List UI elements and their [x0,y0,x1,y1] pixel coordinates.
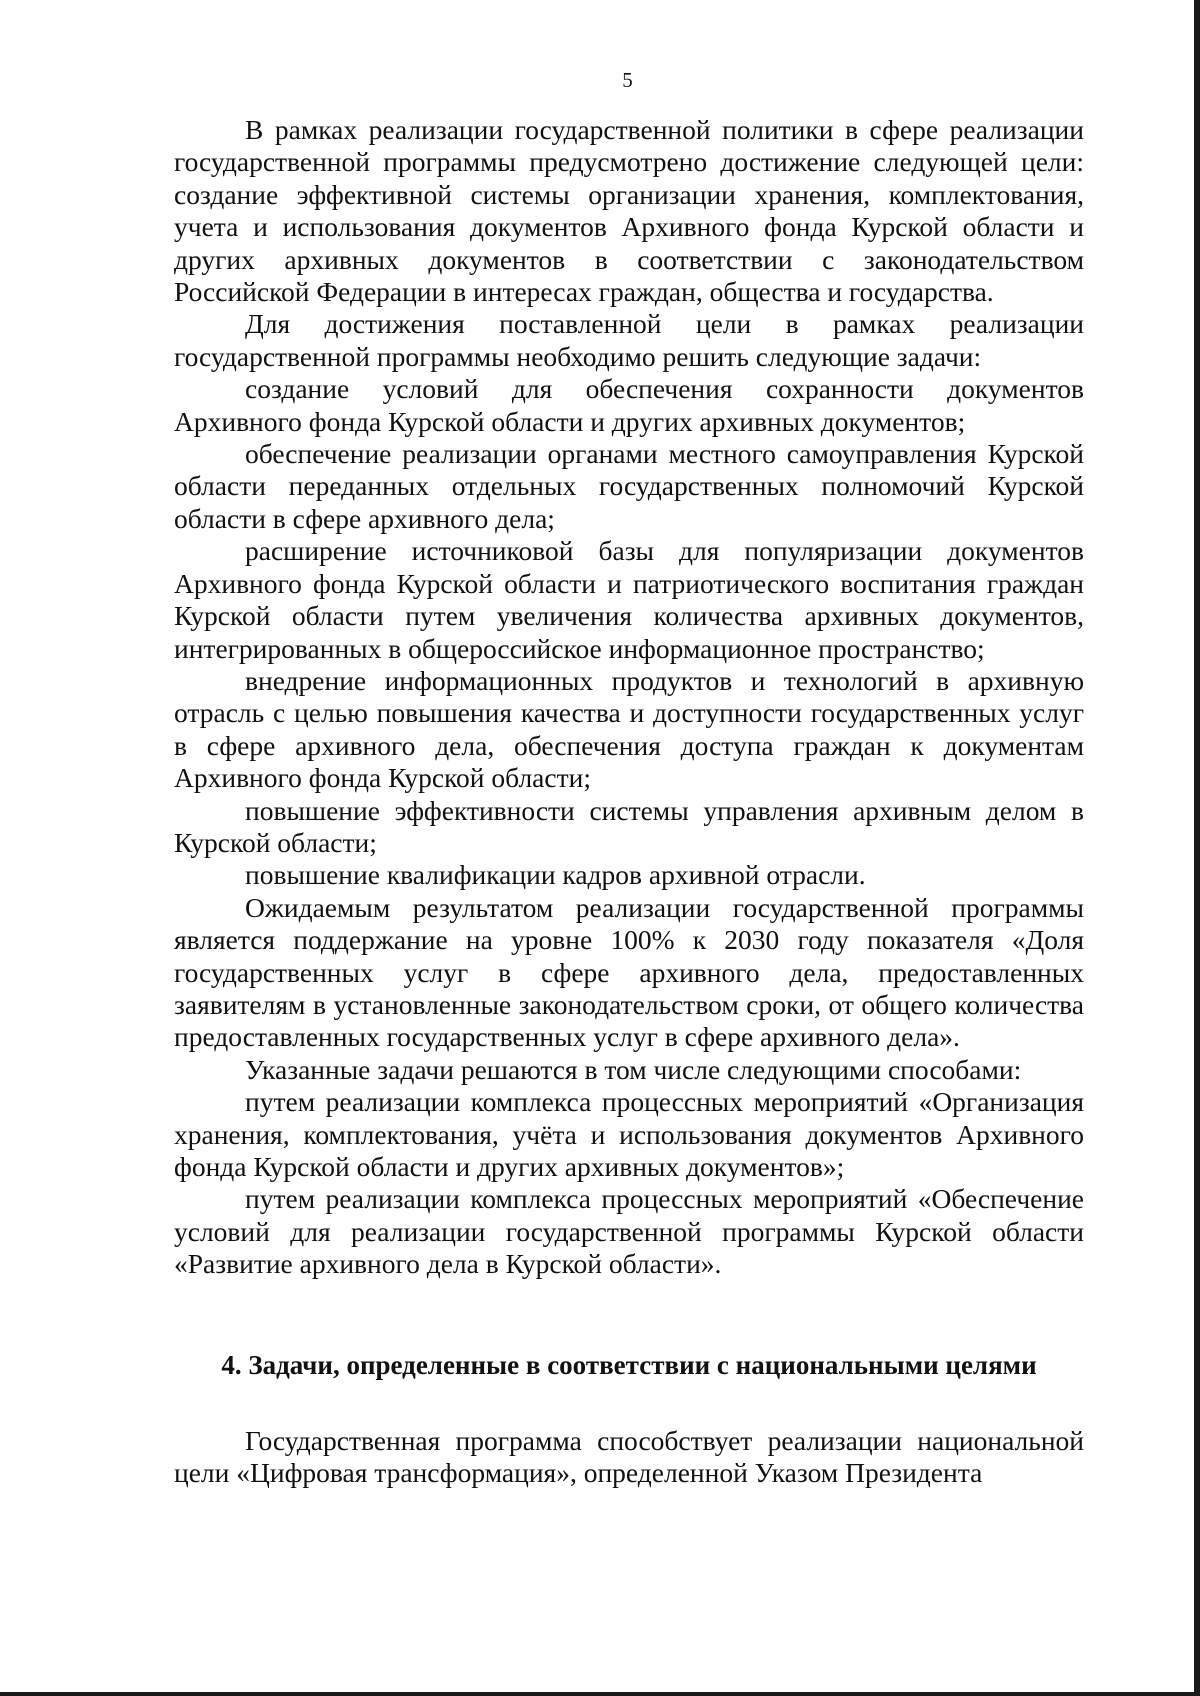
paragraph-task-information-products: внедрение информационных продуктов и технологий в архивную отрасль с целью повышения качества и доступности государственных услуг в сфере архивного дела, обеспечения доступа граждан к документам Архивного фонда Курской области; [174,664,1084,794]
section-heading: 4. Задачи, определенные в соответствии с национальными целями [221,1349,1037,1380]
paragraph-task-management: повышение эффективности системы управления архивным делом в Курской области; [174,794,1084,858]
page-number: 5 [622,68,633,92]
paragraph-task-preservation: создание условий для обеспечения сохранности документов Архивного фонда Курской области и других архивных документов; [174,373,1084,437]
paragraph-expected-result: Ожидаемым результатом реализации государственной программы является поддержание на уровне 100% к 2030 году показателя «Доля государственных услуг в сфере архивного дела, предоставленных заявителям в установленные законодательством сроки, от общего количества предоставленных государственных услуг в сфере архивного дела». [174,891,1084,1053]
document-body [174,114,1084,1489]
paragraph-method-conditions: путем реализации комплекса процессных мероприятий «Обеспечение условий для реализации государственной программы Курской области «Развитие архивного дела в Курской области». [174,1183,1084,1280]
paragraph-task-local-government: обеспечение реализации органами местного самоуправления Курской области переданных отдельных государственных полномочий Курской области в сфере архивного дела; [174,438,1084,534]
paragraph-method-storage: путем реализации комплекса процессных мероприятий «Организация хранения, комплектования, учёта и использования документов Архивного фонда Курской области и других архивных документов»; [174,1086,1084,1182]
paragraph-goal: В рамках реализации государственной политики в сфере реализации государственной программы предусмотрено достижение следующей цели: создание эффективной системы организации хранения, комплектования, учета и использования документов Архивного фонда Курской области и других архивных документов в соответствии с законодательством Российской Федерации в интересах граждан, общества и государства. [174,114,1084,308]
page-edge-right [1194,0,1200,1696]
paragraph-task-qualification: повышение квалификации кадров архивной отрасли. [245,859,866,891]
paragraph-methods-intro: Указанные задачи решаются в том числе следующими способами: [245,1053,1022,1085]
paragraph-tasks-intro: Для достижения поставленной цели в рамках реализации государственной программы необходимо решить следующие задачи: [174,308,1084,372]
page-edge-bottom [0,1692,1200,1696]
paragraph-task-source-base: расширение источниковой базы для популяризации документов Архивного фонда Курской области и патриотического воспитания граждан Курской области путем увеличения количества архивных документов, интегрированных в общероссийское информационное пространство; [174,535,1084,664]
paragraph-national-goal: Государственная программа способствует реализации национальной цели «Цифровая трансформация», определенной Указом Президента [174,1424,1084,1489]
